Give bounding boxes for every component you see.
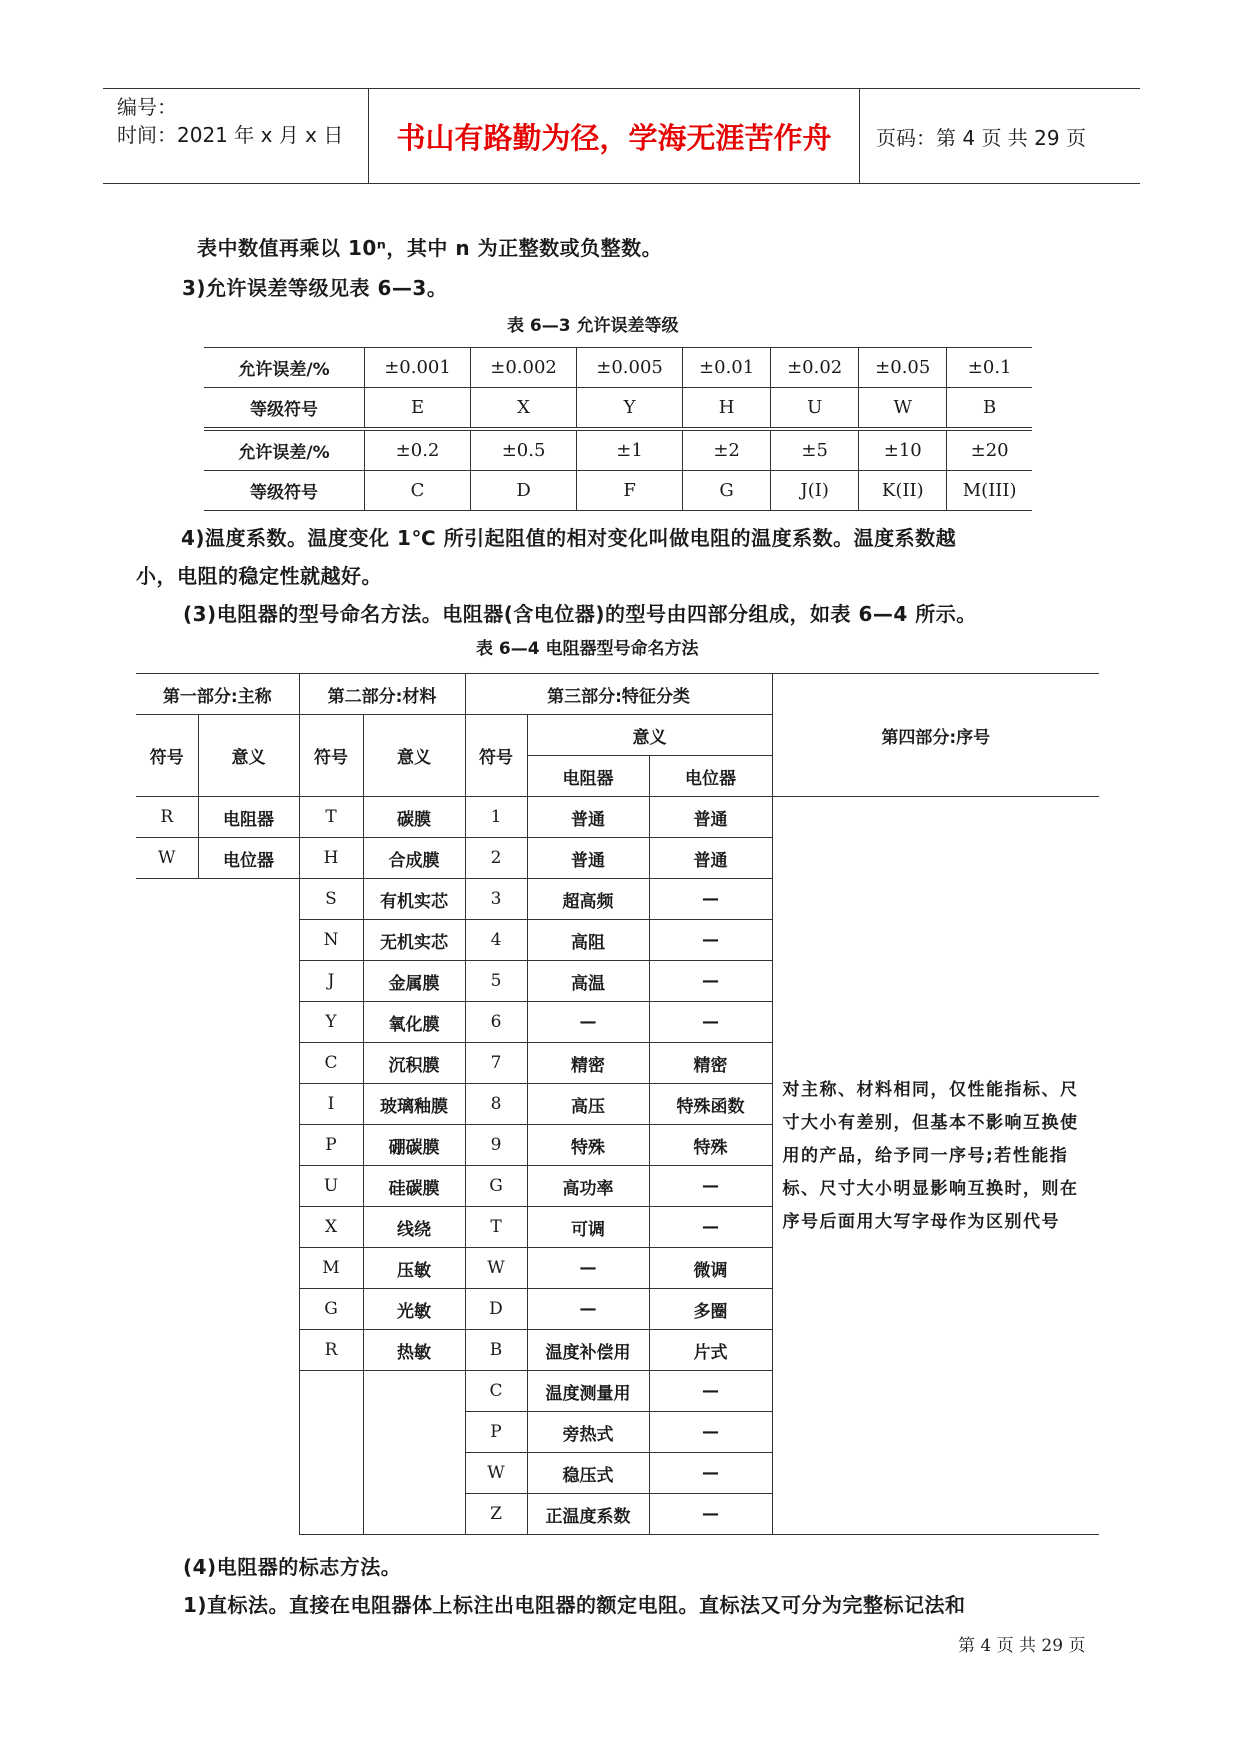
- part3-symbol: G: [465, 1166, 527, 1207]
- part3-resistor: 正温度系数: [527, 1494, 649, 1535]
- part2-meaning: 沉积膜: [363, 1043, 465, 1084]
- part2-symbol: G: [299, 1289, 363, 1330]
- part3-symbol: T: [465, 1207, 527, 1248]
- part3-resistor: 高压: [527, 1084, 649, 1125]
- part2-meaning: 氧化膜: [363, 1002, 465, 1043]
- part3-symbol: 7: [465, 1043, 527, 1084]
- tolerance-cell: B: [947, 388, 1032, 430]
- part3-potentiometer: 特殊: [649, 1125, 772, 1166]
- part3-potentiometer: —: [649, 920, 772, 961]
- header-potentiometer: 电位器: [649, 756, 772, 797]
- part2-symbol: C: [299, 1043, 363, 1084]
- tolerance-cell: ±0.2: [365, 429, 471, 471]
- part2-symbol: N: [299, 920, 363, 961]
- part2-meaning: 压敏: [363, 1248, 465, 1289]
- part3-symbol: 8: [465, 1084, 527, 1125]
- part3-resistor: 稳压式: [527, 1453, 649, 1494]
- tolerance-cell: ±1: [577, 429, 683, 471]
- tolerance-cell: ±2: [683, 429, 771, 471]
- tolerance-cell: ±0.001: [365, 348, 471, 388]
- part2-meaning: 硅碳膜: [363, 1166, 465, 1207]
- blank-cell: [299, 1371, 363, 1535]
- tolerance-cell: ±0.02: [771, 348, 859, 388]
- part3-resistor: 温度测量用: [527, 1371, 649, 1412]
- part2-meaning: 金属膜: [363, 961, 465, 1002]
- header-meaning: 意义: [363, 715, 465, 797]
- row-label: 允许误差/%: [204, 348, 365, 388]
- table-6-4-caption: 表 6—4 电阻器型号命名方法: [476, 639, 699, 659]
- part3-potentiometer: 特殊函数: [649, 1084, 772, 1125]
- part2-meaning: 合成膜: [363, 838, 465, 879]
- part2-symbol: Y: [299, 1002, 363, 1043]
- tolerance-cell: H: [683, 388, 771, 430]
- tolerance-cell: ±0.005: [577, 348, 683, 388]
- tolerance-cell: ±0.002: [471, 348, 577, 388]
- model-naming-table: [136, 673, 1099, 1535]
- paragraph-tolerance-intro: 3)允许误差等级见表 6—3。: [182, 276, 448, 300]
- part3-resistor: 高阻: [527, 920, 649, 961]
- part2-meaning: 热敏: [363, 1330, 465, 1371]
- part3-resistor: 普通: [527, 797, 649, 838]
- part3-symbol: 4: [465, 920, 527, 961]
- part3-resistor: —: [527, 1002, 649, 1043]
- header-part2: 第二部分:材料: [299, 674, 465, 715]
- table-6-3-caption: 表 6—3 允许误差等级: [507, 316, 679, 336]
- tolerance-cell: ±10: [859, 429, 947, 471]
- part2-meaning: 玻璃釉膜: [363, 1084, 465, 1125]
- part3-potentiometer: —: [649, 1371, 772, 1412]
- part3-symbol: 1: [465, 797, 527, 838]
- row-label: 等级符号: [204, 471, 365, 511]
- header-motto: 书山有路勤为径，学海无涯苦作舟: [368, 89, 860, 183]
- part2-symbol: R: [299, 1330, 363, 1371]
- table-row: [204, 388, 1032, 430]
- paragraph-temp-coef-2: 小，电阻的稳定性就越好。: [136, 564, 382, 588]
- page-header: [103, 88, 1140, 184]
- part2-meaning: 光敏: [363, 1289, 465, 1330]
- part1-symbol: R: [136, 797, 198, 838]
- part3-symbol: B: [465, 1330, 527, 1371]
- header-page-label: 页码：第 4 页 共 29 页: [876, 125, 1086, 150]
- part3-symbol: 9: [465, 1125, 527, 1166]
- part3-symbol: 5: [465, 961, 527, 1002]
- header-part4: 第四部分:序号: [772, 674, 1099, 797]
- tolerance-cell: ±0.05: [859, 348, 947, 388]
- header-resistor: 电阻器: [527, 756, 649, 797]
- part3-resistor: 超高频: [527, 879, 649, 920]
- page-footer: 第 4 页 共 29 页: [958, 1636, 1086, 1656]
- part3-resistor: 高功率: [527, 1166, 649, 1207]
- part2-meaning: 有机实芯: [363, 879, 465, 920]
- tolerance-cell: F: [577, 471, 683, 511]
- part3-potentiometer: 精密: [649, 1043, 772, 1084]
- part2-symbol: X: [299, 1207, 363, 1248]
- part3-potentiometer: —: [649, 1002, 772, 1043]
- part3-symbol: C: [465, 1371, 527, 1412]
- part3-potentiometer: 微调: [649, 1248, 772, 1289]
- part2-meaning: 硼碳膜: [363, 1125, 465, 1166]
- part2-symbol: P: [299, 1125, 363, 1166]
- header-symbol: 符号: [136, 715, 198, 797]
- tolerance-cell: W: [859, 388, 947, 430]
- part1-symbol: W: [136, 838, 198, 879]
- tolerance-cell: ±20: [947, 429, 1032, 471]
- table-row: [136, 674, 1099, 715]
- part3-resistor: —: [527, 1289, 649, 1330]
- tolerance-cell: ±0.01: [683, 348, 771, 388]
- header-symbol: 符号: [299, 715, 363, 797]
- header-meaning: 意义: [527, 715, 772, 756]
- part2-symbol: J: [299, 961, 363, 1002]
- blank-cell: [363, 1371, 465, 1535]
- part3-resistor: 特殊: [527, 1125, 649, 1166]
- part3-potentiometer: 多圈: [649, 1289, 772, 1330]
- tolerance-cell: U: [771, 388, 859, 430]
- tolerance-cell: M(III): [947, 471, 1032, 511]
- doc-time-label: 时间：2021 年 x 月 x 日: [117, 123, 344, 147]
- part3-symbol: D: [465, 1289, 527, 1330]
- part3-resistor: 可调: [527, 1207, 649, 1248]
- part3-potentiometer: 片式: [649, 1330, 772, 1371]
- part3-symbol: W: [465, 1248, 527, 1289]
- part2-meaning: 线绕: [363, 1207, 465, 1248]
- part2-symbol: H: [299, 838, 363, 879]
- header-meaning: 意义: [198, 715, 299, 797]
- part1-meaning: 电位器: [198, 838, 299, 879]
- header-symbol: 符号: [465, 715, 527, 797]
- tolerance-cell: X: [471, 388, 577, 430]
- row-label: 等级符号: [204, 388, 365, 430]
- part3-symbol: Z: [465, 1494, 527, 1535]
- tolerance-cell: J(I): [771, 471, 859, 511]
- tolerance-cell: ±0.1: [947, 348, 1032, 388]
- part4-description: 对主称、材料相同，仅性能指标、尺寸大小有差别，但基本不影响互换使用的产品，给予同一序号;若性能指标、尺寸大小明显影响互换时，则在序号后面用大写字母作为区别代号: [772, 797, 1099, 1535]
- paragraph-model-naming: (3)电阻器的型号命名方法。电阻器(含电位器)的型号由四部分组成，如表 6—4 所示。: [183, 602, 977, 626]
- doc-number-label: 编号：: [117, 95, 177, 119]
- part3-resistor: —: [527, 1248, 649, 1289]
- tolerance-cell: ±5: [771, 429, 859, 471]
- part3-potentiometer: —: [649, 879, 772, 920]
- tolerance-cell: Y: [577, 388, 683, 430]
- part2-symbol: U: [299, 1166, 363, 1207]
- paragraph-direct-marking: 1)直标法。直接在电阻器体上标注出电阻器的额定电阻。直标法又可分为完整标记法和: [183, 1593, 966, 1617]
- tolerance-cell: C: [365, 471, 471, 511]
- paragraph-text: 表中数值再乘以 10ⁿ，其中 n 为正整数或负整数。: [197, 236, 663, 260]
- part2-symbol: S: [299, 879, 363, 920]
- table-row: [204, 348, 1032, 388]
- paragraph-power-note: [197, 232, 662, 261]
- part2-symbol: M: [299, 1248, 363, 1289]
- row-label: 允许误差/%: [204, 429, 365, 471]
- part3-resistor: 旁热式: [527, 1412, 649, 1453]
- part3-potentiometer: —: [649, 1166, 772, 1207]
- tolerance-cell: D: [471, 471, 577, 511]
- part3-resistor: 精密: [527, 1043, 649, 1084]
- part3-symbol: P: [465, 1412, 527, 1453]
- part3-potentiometer: —: [649, 1412, 772, 1453]
- tolerance-cell: ±0.5: [471, 429, 577, 471]
- paragraph-marking-methods: (4)电阻器的标志方法。: [183, 1555, 402, 1579]
- part3-resistor: 温度补偿用: [527, 1330, 649, 1371]
- blank-cell: [136, 879, 299, 1535]
- part3-potentiometer: —: [649, 1207, 772, 1248]
- part3-resistor: 高温: [527, 961, 649, 1002]
- table-row: [204, 471, 1032, 511]
- part3-symbol: 2: [465, 838, 527, 879]
- part2-meaning: 碳膜: [363, 797, 465, 838]
- header-info: [103, 89, 368, 183]
- header-part1: 第一部分:主称: [136, 674, 299, 715]
- table-row: [204, 429, 1032, 471]
- part3-potentiometer: 普通: [649, 838, 772, 879]
- table-row: [136, 797, 1099, 838]
- part3-symbol: 6: [465, 1002, 527, 1043]
- part3-potentiometer: —: [649, 1494, 772, 1535]
- part1-meaning: 电阻器: [198, 797, 299, 838]
- tolerance-cell: G: [683, 471, 771, 511]
- part3-potentiometer: —: [649, 961, 772, 1002]
- part2-symbol: I: [299, 1084, 363, 1125]
- tolerance-table: [204, 347, 1032, 511]
- part3-resistor: 普通: [527, 838, 649, 879]
- part3-potentiometer: —: [649, 1453, 772, 1494]
- tolerance-cell: K(II): [859, 471, 947, 511]
- part3-symbol: W: [465, 1453, 527, 1494]
- part2-symbol: T: [299, 797, 363, 838]
- paragraph-temp-coef-1: 4)温度系数。温度变化 1℃ 所引起阻值的相对变化叫做电阻的温度系数。温度系数越: [181, 526, 957, 550]
- header-part3: 第三部分:特征分类: [465, 674, 772, 715]
- tolerance-cell: E: [365, 388, 471, 430]
- part2-meaning: 无机实芯: [363, 920, 465, 961]
- part3-potentiometer: 普通: [649, 797, 772, 838]
- part3-symbol: 3: [465, 879, 527, 920]
